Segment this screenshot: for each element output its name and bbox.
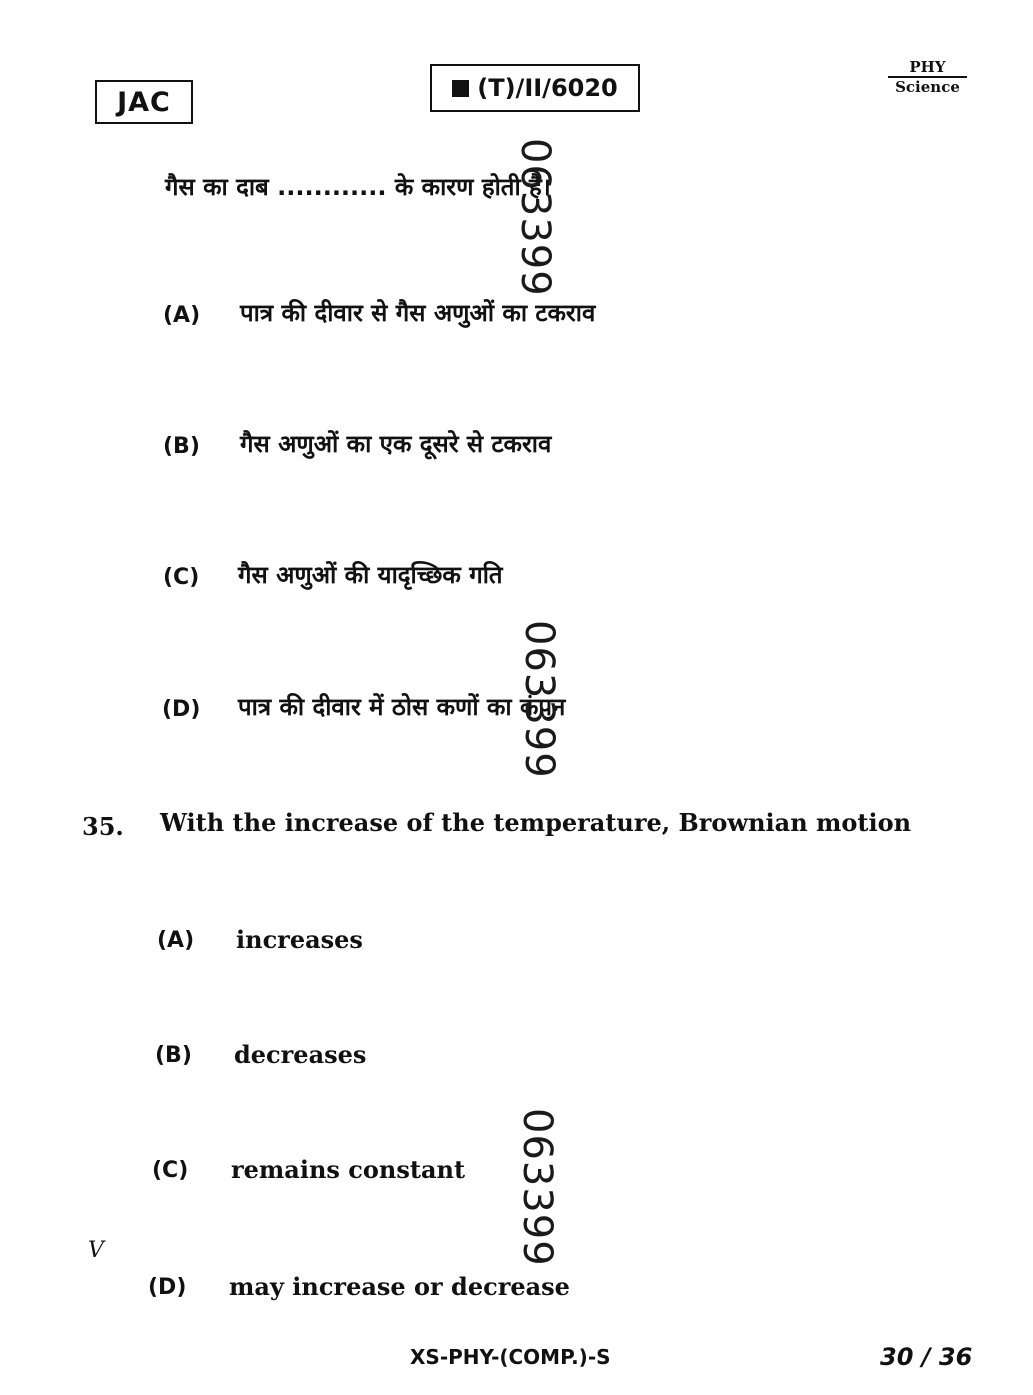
serial-stamp: 063399 [512, 138, 558, 297]
logo-box [95, 80, 193, 124]
q35-option-c-text: remains constant [231, 1155, 466, 1184]
q35-option-d-label: (D) [148, 1275, 187, 1300]
subject-label [880, 58, 975, 96]
margin-check-mark: V [88, 1238, 104, 1263]
question-34-stem: गैस का दाब ............ के कारण होती है। [165, 173, 551, 201]
q35-option-d-text: may increase or decrease [229, 1272, 570, 1301]
q34-option-d-text: पात्र की दीवार में ठोस कणों का कंपन [238, 693, 566, 721]
square-icon [452, 80, 469, 97]
question-35-stem: With the increase of the temperature, Brownian motion [160, 808, 912, 837]
logo-text: JAC [117, 86, 171, 118]
q34-option-c-text: गैस अणुओं की यादृच्छिक गति [238, 561, 503, 589]
page-number: 30 / 36 [880, 1343, 973, 1371]
q34-option-c-label: (C) [163, 565, 200, 590]
q35-option-a-text: increases [236, 925, 363, 954]
subject-name: Science [895, 78, 960, 96]
q34-option-d-label: (D) [162, 697, 201, 722]
q34-option-a-text: पात्र की दीवार से गैस अणुओं का टकराव [240, 299, 596, 327]
q34-option-a-label: (A) [163, 303, 201, 328]
q35-option-b-text: decreases [234, 1040, 367, 1069]
footer-paper-code: XS-PHY-(COMP.)-S [410, 1345, 611, 1369]
subject-code: PHY [888, 58, 967, 78]
q34-option-b-text: गैस अणुओं का एक दूसरे से टकराव [240, 430, 552, 458]
question-35-number: 35. [82, 812, 124, 841]
q35-option-b-label: (B) [155, 1043, 192, 1068]
serial-stamp: 063399 [516, 620, 562, 779]
q35-option-c-label: (C) [152, 1158, 189, 1183]
paper-code: (T)/II/6020 [477, 74, 618, 102]
serial-stamp: 063399 [514, 1108, 560, 1267]
q34-option-b-label: (B) [163, 434, 200, 459]
q35-option-a-label: (A) [157, 928, 195, 953]
paper-code-box [430, 64, 640, 112]
